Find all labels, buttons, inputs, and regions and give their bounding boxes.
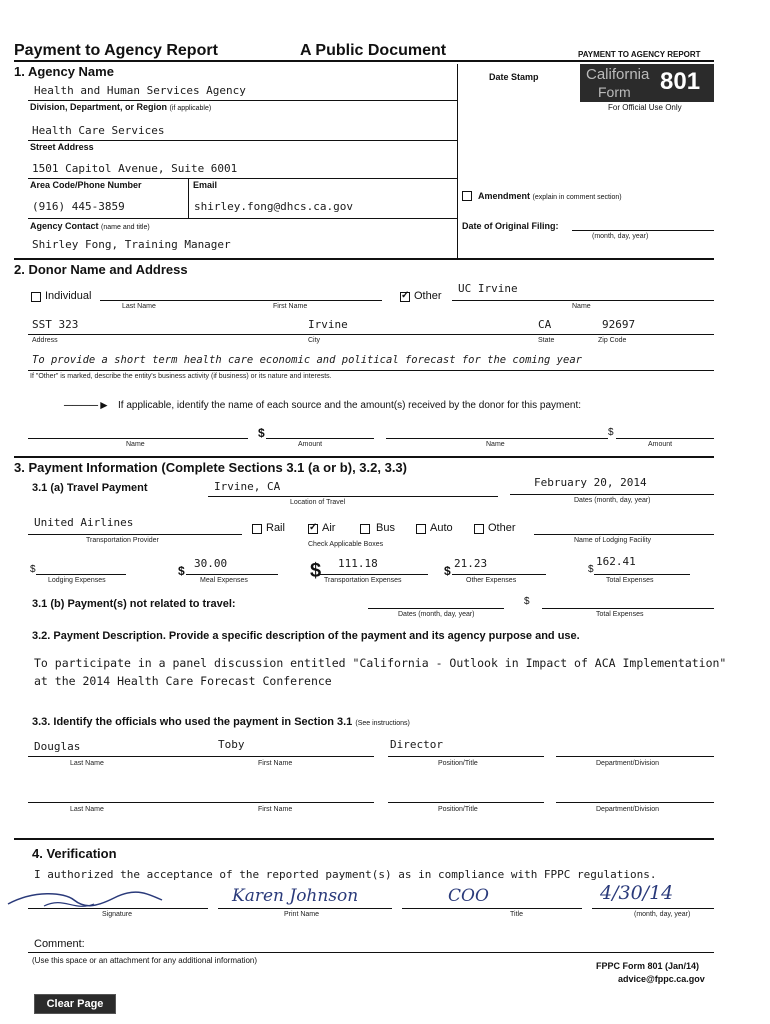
form-title: Payment to Agency Report: [14, 42, 218, 59]
advice-email: advice@fppc.ca.gov: [618, 974, 705, 984]
officials-label: [32, 716, 410, 728]
section-agency-name: 1. Agency Name: [14, 64, 114, 79]
provider-label: Transportation Provider: [86, 537, 159, 544]
other-description-note: If "Other" is marked, describe the entity's business activity (if business) or its nature and interests.: [30, 373, 332, 380]
other-expense-label: Other Expenses: [466, 577, 517, 584]
other-checkbox[interactable]: [400, 292, 410, 302]
official-row2-name-field[interactable]: [28, 802, 374, 803]
badge-form: Form: [598, 84, 631, 100]
comment-label: Comment:: [34, 938, 85, 950]
city-label: City: [308, 337, 321, 344]
total-dollar: $: [588, 564, 594, 575]
official-last-label-1: Last Name: [70, 760, 104, 767]
officials-label-text: 3.3. Identify the officials who used the payment in Section 3.1: [32, 716, 353, 728]
individual-name-field[interactable]: [100, 300, 382, 301]
lodging-expense-field[interactable]: [36, 574, 126, 575]
official-use-label: For Official Use Only: [608, 103, 682, 112]
not-travel-label: 3.1 (b) Payment(s) not related to travel:: [32, 598, 236, 610]
division-note: (if applicable): [169, 105, 212, 112]
comment-field[interactable]: [28, 952, 714, 953]
date-label: (month, day, year): [634, 911, 691, 918]
original-filing-field[interactable]: [572, 230, 714, 231]
bus-checkbox[interactable]: [360, 524, 370, 534]
transport-provider[interactable]: United Airlines: [34, 516, 134, 529]
last-name-label: Last Name: [122, 303, 156, 310]
individual-checkbox[interactable]: [31, 292, 41, 302]
zip-label: Zip Code: [598, 337, 627, 344]
source-amount-field-2[interactable]: [616, 438, 714, 439]
not-travel-total-field[interactable]: [542, 608, 714, 609]
lodging-facility-field[interactable]: [534, 534, 714, 535]
street-label: Street Address: [30, 142, 94, 152]
state-label: State: [538, 337, 555, 344]
other-expense-dollar: $: [444, 564, 451, 578]
total-expense-label: Total Expenses: [606, 577, 654, 584]
official-row2-dept-field[interactable]: [556, 802, 714, 803]
not-travel-dates-label: Dates (month, day, year): [398, 611, 475, 618]
clear-page-button[interactable]: Clear Page: [34, 994, 116, 1014]
air-label: Air: [322, 522, 336, 534]
form-801-badge: [580, 64, 714, 102]
amendment-checkbox[interactable]: [462, 191, 472, 201]
official-first-name[interactable]: Toby: [218, 738, 245, 751]
donor-address[interactable]: SST 323: [32, 318, 79, 331]
first-name-label: First Name: [273, 303, 308, 310]
meal-expense[interactable]: 30.00: [194, 557, 228, 570]
dates-label: Dates (month, day, year): [574, 497, 651, 504]
source-amount-label-1: Amount: [298, 441, 323, 448]
travel-dates[interactable]: February 20, 2014: [534, 476, 647, 489]
meal-dollar: $: [178, 564, 185, 578]
amendment-note: (explain in comment section): [532, 194, 622, 201]
date-stamp-label: Date Stamp: [489, 72, 539, 82]
email-value[interactable]: shirley.fong@dhcs.ca.gov: [194, 200, 353, 213]
original-filing-note: (month, day, year): [592, 233, 649, 240]
sources-prompt: If applicable, identify the name of each source and the amount(s) received by the donor for this payment:: [118, 400, 582, 411]
title-label: Title: [510, 911, 523, 918]
transport-dollar: $: [310, 560, 322, 582]
rail-checkbox[interactable]: [252, 524, 262, 534]
verification-statement: I authorized the acceptance of the reported payment(s) as in compliance with FPPC regulations.: [34, 868, 657, 881]
contact-label-text: Agency Contact: [30, 221, 99, 231]
other-transport-label: Other: [488, 522, 516, 534]
other-expense[interactable]: 21.23: [454, 557, 488, 570]
signature-scribble: [4, 886, 164, 916]
lodging-dollar: $: [30, 564, 36, 575]
source-amount-label-2: Amount: [648, 441, 673, 448]
total-expense[interactable]: 162.41: [596, 555, 636, 568]
individual-label: Individual: [45, 290, 92, 302]
rail-label: Rail: [266, 522, 285, 534]
amendment-label-text: Amendment: [478, 191, 531, 201]
verification-date-value[interactable]: 4/30/14: [600, 882, 674, 904]
travel-payment-label: 3.1 (a) Travel Payment: [32, 482, 148, 494]
public-document-label: A Public Document: [300, 42, 447, 59]
travel-location[interactable]: Irvine, CA: [214, 480, 281, 493]
official-first-label-1: First Name: [258, 760, 293, 767]
phone-label: Area Code/Phone Number: [30, 180, 142, 190]
signature-label: Signature: [102, 911, 132, 918]
top-right-title: PAYMENT TO AGENCY REPORT: [578, 50, 701, 59]
source-name-field-2[interactable]: [386, 438, 608, 439]
email-label: Email: [193, 180, 218, 190]
print-name-label: Print Name: [284, 911, 320, 918]
badge-california: California: [586, 66, 650, 83]
street-value[interactable]: 1501 Capitol Avenue, Suite 6001: [32, 162, 238, 175]
official-last-label-2: Last Name: [70, 806, 104, 813]
comment-note: (Use this space or an attachment for any additional information): [32, 956, 258, 965]
contact-note: (name and title): [101, 224, 150, 231]
print-name-value[interactable]: Karen Johnson: [232, 886, 359, 906]
amendment-label: [478, 191, 622, 201]
lodging-expense-label: Lodging Expenses: [48, 577, 106, 584]
official-dept-label-1: Department/Division: [596, 760, 660, 767]
payment-description-label: 3.2. Payment Description. Provide a specific description of the payment and its agency purpose and use.: [32, 630, 580, 642]
contact-value[interactable]: Shirley Fong, Training Manager: [32, 238, 231, 251]
other-label: Other: [414, 290, 442, 302]
division-value[interactable]: Health Care Services: [32, 124, 165, 137]
donor-state[interactable]: CA: [538, 318, 552, 331]
section-verification: 4. Verification: [32, 846, 117, 861]
official-last-name[interactable]: Douglas: [34, 740, 81, 753]
verification-title-value[interactable]: COO: [448, 886, 489, 906]
official-title[interactable]: Director: [390, 738, 443, 751]
contact-label: [30, 221, 150, 231]
address-label: Address: [32, 337, 58, 344]
other-name-label: Name: [572, 303, 591, 310]
location-label: Location of Travel: [290, 499, 346, 506]
original-filing-label: Date of Original Filing:: [462, 221, 559, 231]
payment-description-line1[interactable]: To participate in a panel discussion entitled "California - Outlook in Impact of ACA Implementation": [34, 656, 727, 670]
header-rule: [14, 60, 714, 62]
officials-note: (See instructions): [355, 720, 410, 727]
badge-number: 801: [660, 68, 701, 95]
phone-value[interactable]: (916) 445-3859: [32, 200, 125, 213]
official-dept-label-2: Department/Division: [596, 806, 660, 813]
source-dollar-2: $: [608, 427, 614, 438]
meal-expense-label: Meal Expenses: [200, 577, 248, 584]
source-name-field-1[interactable]: [28, 438, 248, 439]
not-travel-dollar: $: [524, 596, 530, 607]
source-name-label-1: Name: [126, 441, 145, 448]
division-label: [30, 102, 211, 112]
donor-city[interactable]: Irvine: [308, 318, 348, 331]
official-title-label-1: Position/Title: [438, 760, 478, 767]
section1-divider: [457, 64, 458, 258]
agency-name-value[interactable]: Health and Human Services Agency: [34, 84, 246, 97]
donor-zip[interactable]: 92697: [602, 318, 636, 331]
form-id: FPPC Form 801 (Jan/14): [596, 961, 700, 971]
not-travel-total-label: Total Expenses: [596, 611, 644, 618]
official-title-label-2: Position/Title: [438, 806, 478, 813]
official-first-label-2: First Name: [258, 806, 293, 813]
donor-purpose[interactable]: To provide a short term health care economic and political forecast for the coming year: [32, 354, 582, 366]
check-boxes-label: Check Applicable Boxes: [308, 541, 384, 548]
other-transport-checkbox[interactable]: [474, 524, 484, 534]
payment-description-line2[interactable]: at the 2014 Health Care Forecast Conference: [34, 674, 332, 688]
air-checkbox[interactable]: [308, 524, 318, 534]
transport-expense[interactable]: 111.18: [338, 557, 378, 570]
auto-label: Auto: [430, 522, 453, 534]
auto-checkbox[interactable]: [416, 524, 426, 534]
not-travel-dates-field[interactable]: [368, 608, 504, 609]
arrow-right-icon: ────►: [64, 398, 110, 412]
transport-expense-label: Transportation Expenses: [324, 577, 402, 584]
official-row2-title-field[interactable]: [388, 802, 544, 803]
source-dollar-1: $: [258, 426, 265, 440]
section-donor: 2. Donor Name and Address: [14, 262, 188, 277]
donor-other-name[interactable]: UC Irvine: [458, 282, 518, 295]
section-payment: 3. Payment Information (Complete Sections 3.1 (a or b), 3.2, 3.3): [14, 460, 407, 475]
source-name-label-2: Name: [486, 441, 505, 448]
bus-label: Bus: [376, 522, 395, 534]
lodging-facility-label: Name of Lodging Facility: [574, 537, 652, 544]
source-amount-field-1[interactable]: [266, 438, 374, 439]
division-label-text: Division, Department, or Region: [30, 102, 168, 112]
